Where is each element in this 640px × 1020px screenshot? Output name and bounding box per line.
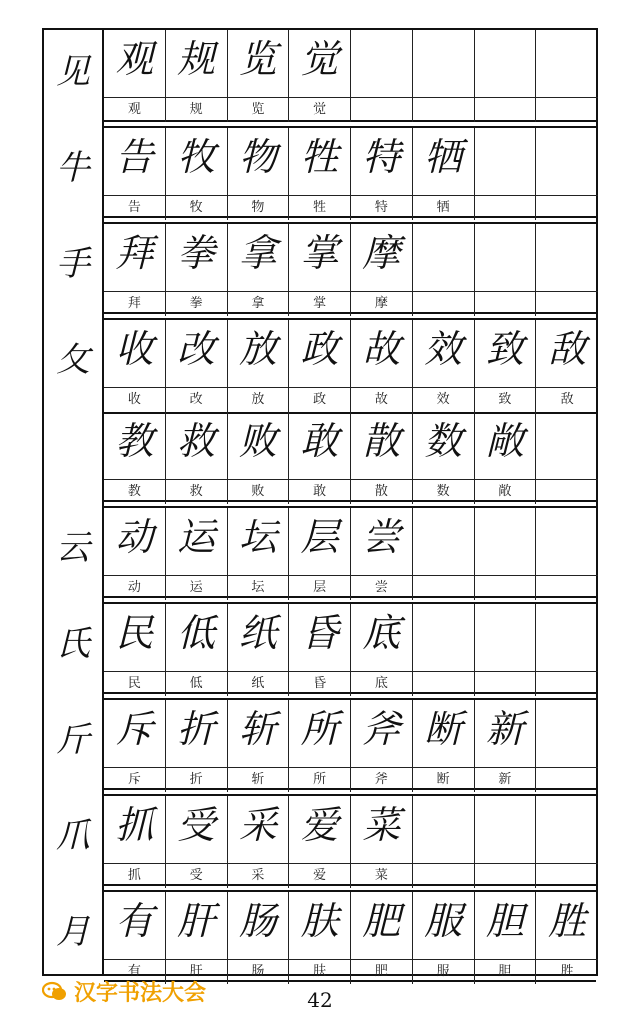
printed-character-label: 胆 <box>475 959 536 984</box>
radical-label: 攵 <box>56 340 90 380</box>
handwritten-character: 尝 <box>362 515 401 559</box>
character-cell <box>289 30 351 122</box>
handwritten-character: 斥 <box>115 707 154 751</box>
handwritten-character: 层 <box>300 515 339 559</box>
printed-character-label: 肥 <box>351 959 412 984</box>
printed-character-label: 敢 <box>289 479 350 504</box>
printed-character-label: 救 <box>166 479 227 504</box>
character-cell <box>289 700 351 792</box>
character-cell <box>413 700 475 792</box>
handwritten-character: 牧 <box>177 135 216 179</box>
radical-label: 斤 <box>56 720 90 760</box>
radical-group <box>104 222 596 314</box>
character-cell <box>413 224 475 316</box>
character-cell <box>289 604 351 696</box>
character-cell <box>475 128 537 220</box>
character-cell <box>536 796 598 888</box>
character-cell <box>351 128 413 220</box>
handwritten-character: 肝 <box>177 899 216 943</box>
character-cell <box>289 796 351 888</box>
printed-character-label: 肤 <box>289 959 350 984</box>
printed-character-label: 抓 <box>104 863 165 888</box>
printed-character-label: 故 <box>351 387 412 412</box>
printed-character-label <box>536 767 598 792</box>
printed-character-label: 菜 <box>351 863 412 888</box>
character-cell <box>228 796 290 888</box>
character-cell <box>104 412 166 504</box>
character-cell <box>228 412 290 504</box>
printed-character-label: 败 <box>228 479 289 504</box>
character-row <box>104 508 596 600</box>
printed-character-label: 拳 <box>166 291 227 316</box>
printed-character-label <box>413 291 474 316</box>
character-cell <box>228 128 290 220</box>
radical-label: 见 <box>56 52 90 92</box>
character-cell <box>104 604 166 696</box>
handwritten-character: 教 <box>115 419 154 463</box>
character-row <box>104 128 596 220</box>
practice-sheet <box>42 28 598 979</box>
handwritten-character: 拜 <box>115 231 154 275</box>
radical-label: 手 <box>56 244 90 284</box>
printed-character-label: 坛 <box>228 575 289 600</box>
handwritten-character: 昏 <box>300 611 339 655</box>
printed-character-label: 所 <box>289 767 350 792</box>
character-cell <box>166 128 228 220</box>
printed-character-label <box>475 97 536 122</box>
printed-character-label <box>351 97 412 122</box>
printed-character-label: 拜 <box>104 291 165 316</box>
handwritten-character: 新 <box>485 707 524 751</box>
printed-character-label <box>475 195 536 220</box>
character-cell <box>228 320 290 412</box>
character-cell <box>536 320 598 412</box>
handwritten-character: 物 <box>238 135 277 179</box>
character-cell <box>289 508 351 600</box>
character-cell <box>413 412 475 504</box>
radical-label: 云 <box>56 528 90 568</box>
character-cell <box>228 604 290 696</box>
handwritten-character: 告 <box>115 135 154 179</box>
handwritten-character: 牺 <box>424 135 463 179</box>
character-cell <box>536 892 598 984</box>
printed-character-label: 散 <box>351 479 412 504</box>
character-cell <box>475 796 537 888</box>
printed-character-label: 低 <box>166 671 227 696</box>
printed-character-label: 牧 <box>166 195 227 220</box>
printed-character-label: 教 <box>104 479 165 504</box>
printed-character-label: 动 <box>104 575 165 600</box>
character-cell <box>104 796 166 888</box>
handwritten-character: 敞 <box>485 419 524 463</box>
character-cell <box>289 892 351 984</box>
radical-group <box>104 506 596 598</box>
character-cell <box>536 128 598 220</box>
printed-character-label <box>536 863 598 888</box>
character-cell <box>413 892 475 984</box>
printed-character-label <box>475 575 536 600</box>
character-cell <box>166 30 228 122</box>
printed-character-label <box>536 575 598 600</box>
handwritten-character: 改 <box>177 327 216 371</box>
handwritten-character: 收 <box>115 327 154 371</box>
printed-character-label <box>475 863 536 888</box>
handwritten-character: 运 <box>177 515 216 559</box>
printed-character-label <box>475 671 536 696</box>
radical-group <box>104 890 596 982</box>
handwritten-character: 肠 <box>238 899 277 943</box>
handwritten-character: 敢 <box>300 419 339 463</box>
handwritten-character: 肥 <box>362 899 401 943</box>
character-cell <box>536 700 598 792</box>
handwritten-character: 纸 <box>238 611 277 655</box>
character-cell <box>166 224 228 316</box>
printed-character-label <box>536 479 598 504</box>
printed-character-label <box>536 291 598 316</box>
printed-character-label: 牲 <box>289 195 350 220</box>
handwritten-character: 特 <box>362 135 401 179</box>
printed-character-label: 肠 <box>228 959 289 984</box>
printed-character-label <box>413 863 474 888</box>
radical-label: 氏 <box>56 624 90 664</box>
character-cell <box>104 224 166 316</box>
character-cell <box>413 30 475 122</box>
handwritten-character: 拳 <box>177 231 216 275</box>
printed-character-label: 觉 <box>289 97 350 122</box>
character-cell <box>351 508 413 600</box>
handwritten-character: 散 <box>362 419 401 463</box>
character-cell <box>475 700 537 792</box>
character-cell <box>351 224 413 316</box>
character-cell <box>228 224 290 316</box>
character-cell <box>228 700 290 792</box>
radical-label: 爪 <box>56 816 90 856</box>
radical-column <box>44 30 104 974</box>
printed-character-label: 效 <box>413 387 474 412</box>
handwritten-character: 动 <box>115 515 154 559</box>
character-cell <box>351 796 413 888</box>
character-cell <box>104 30 166 122</box>
character-cell <box>289 224 351 316</box>
handwritten-character: 数 <box>424 419 463 463</box>
radical-group <box>104 126 596 218</box>
printed-character-label: 肝 <box>166 959 227 984</box>
printed-character-label <box>413 97 474 122</box>
character-cell <box>104 892 166 984</box>
handwritten-character: 肤 <box>300 899 339 943</box>
handwritten-character: 斧 <box>362 707 401 751</box>
handwritten-character: 服 <box>424 899 463 943</box>
radical-label: 牛 <box>56 148 90 188</box>
radical-group <box>104 318 596 502</box>
character-row <box>104 700 596 792</box>
character-cell <box>104 508 166 600</box>
radical-group <box>104 698 596 790</box>
character-cell <box>228 508 290 600</box>
printed-character-label: 受 <box>166 863 227 888</box>
printed-character-label: 爱 <box>289 863 350 888</box>
character-cell <box>228 30 290 122</box>
printed-character-label: 敌 <box>536 387 598 412</box>
character-cell <box>351 604 413 696</box>
printed-character-label: 折 <box>166 767 227 792</box>
radical-label: 月 <box>56 912 90 952</box>
printed-character-label: 胜 <box>536 959 598 984</box>
character-row <box>104 892 596 984</box>
character-cell <box>475 604 537 696</box>
character-cell <box>166 604 228 696</box>
handwritten-character: 斩 <box>238 707 277 751</box>
printed-character-label: 致 <box>475 387 536 412</box>
handwritten-character: 规 <box>177 37 216 81</box>
printed-character-label: 摩 <box>351 291 412 316</box>
printed-character-label: 采 <box>228 863 289 888</box>
handwritten-character: 断 <box>424 707 463 751</box>
printed-character-label <box>536 97 598 122</box>
printed-character-label: 斩 <box>228 767 289 792</box>
character-cell <box>475 224 537 316</box>
character-row <box>104 412 596 504</box>
handwritten-character: 菜 <box>362 803 401 847</box>
printed-character-label: 观 <box>104 97 165 122</box>
character-cell <box>413 128 475 220</box>
printed-character-label: 民 <box>104 671 165 696</box>
character-cell <box>166 796 228 888</box>
printed-character-label: 新 <box>475 767 536 792</box>
handwritten-character: 拿 <box>238 231 277 275</box>
handwritten-character: 敌 <box>548 327 587 371</box>
handwritten-character: 观 <box>115 37 154 81</box>
radical-group <box>104 794 596 886</box>
printed-character-label: 掌 <box>289 291 350 316</box>
printed-character-label: 物 <box>228 195 289 220</box>
printed-character-label: 纸 <box>228 671 289 696</box>
printed-character-label <box>536 671 598 696</box>
handwritten-character: 胜 <box>548 899 587 943</box>
character-cell <box>351 30 413 122</box>
handwritten-character: 败 <box>238 419 277 463</box>
character-cell <box>351 320 413 412</box>
character-cell <box>228 892 290 984</box>
character-cell <box>289 412 351 504</box>
character-row <box>104 320 596 412</box>
printed-character-label: 敞 <box>475 479 536 504</box>
handwritten-character: 抓 <box>115 803 154 847</box>
character-cell <box>536 224 598 316</box>
page-number: 42 <box>307 988 333 1012</box>
handwritten-character: 放 <box>238 327 277 371</box>
character-cell <box>413 508 475 600</box>
radical-group <box>104 602 596 694</box>
character-cell <box>413 604 475 696</box>
printed-character-label: 斥 <box>104 767 165 792</box>
printed-character-label: 斧 <box>351 767 412 792</box>
character-cell <box>104 700 166 792</box>
printed-character-label: 昏 <box>289 671 350 696</box>
printed-character-label: 览 <box>228 97 289 122</box>
character-cell <box>166 700 228 792</box>
character-cell <box>536 508 598 600</box>
printed-character-label: 数 <box>413 479 474 504</box>
character-row <box>104 224 596 316</box>
printed-character-label: 运 <box>166 575 227 600</box>
printed-character-label: 特 <box>351 195 412 220</box>
printed-character-label <box>536 195 598 220</box>
character-cell <box>351 700 413 792</box>
character-cell <box>536 604 598 696</box>
character-cell <box>413 320 475 412</box>
character-cell <box>413 796 475 888</box>
handwritten-character: 所 <box>300 707 339 751</box>
character-cell <box>166 320 228 412</box>
handwritten-character: 胆 <box>485 899 524 943</box>
character-cell <box>475 508 537 600</box>
character-cell <box>104 128 166 220</box>
character-cell <box>166 892 228 984</box>
handwritten-character: 坛 <box>238 515 277 559</box>
character-cell <box>166 508 228 600</box>
handwritten-character: 爱 <box>300 803 339 847</box>
handwritten-character: 受 <box>177 803 216 847</box>
character-cell <box>475 892 537 984</box>
handwritten-character: 故 <box>362 327 401 371</box>
character-row <box>104 30 596 122</box>
printed-character-label: 放 <box>228 387 289 412</box>
character-cell <box>475 320 537 412</box>
printed-character-label: 政 <box>289 387 350 412</box>
handwritten-character: 览 <box>238 37 277 81</box>
handwritten-character: 效 <box>424 327 463 371</box>
handwritten-character: 民 <box>115 611 154 655</box>
character-cell <box>475 412 537 504</box>
printed-character-label: 底 <box>351 671 412 696</box>
printed-character-label: 改 <box>166 387 227 412</box>
printed-character-label: 服 <box>413 959 474 984</box>
character-cell <box>351 412 413 504</box>
printed-character-label: 收 <box>104 387 165 412</box>
printed-character-label <box>413 575 474 600</box>
handwritten-character: 政 <box>300 327 339 371</box>
character-cell <box>475 30 537 122</box>
handwritten-character: 牲 <box>300 135 339 179</box>
watermark-text: 汉字书法大会 <box>74 981 207 1006</box>
character-row <box>104 604 596 696</box>
printed-character-label: 断 <box>413 767 474 792</box>
handwritten-character: 救 <box>177 419 216 463</box>
handwritten-character: 掌 <box>300 231 339 275</box>
handwritten-character: 觉 <box>300 37 339 81</box>
character-cell <box>351 892 413 984</box>
character-cell <box>289 128 351 220</box>
handwritten-character: 采 <box>238 803 277 847</box>
printed-character-label: 尝 <box>351 575 412 600</box>
printed-character-label: 牺 <box>413 195 474 220</box>
character-row <box>104 796 596 888</box>
character-cell <box>536 412 598 504</box>
printed-character-label <box>413 671 474 696</box>
character-cell <box>104 320 166 412</box>
handwritten-character: 致 <box>485 327 524 371</box>
handwritten-character: 摩 <box>362 231 401 275</box>
handwritten-character: 低 <box>177 611 216 655</box>
printed-character-label: 告 <box>104 195 165 220</box>
character-cell <box>536 30 598 122</box>
character-cell <box>289 320 351 412</box>
handwritten-character: 折 <box>177 707 216 751</box>
printed-character-label: 层 <box>289 575 350 600</box>
handwritten-character: 有 <box>115 899 154 943</box>
radical-group <box>104 30 596 122</box>
printed-character-label: 拿 <box>228 291 289 316</box>
printed-character-label: 有 <box>104 959 165 984</box>
character-cell <box>166 412 228 504</box>
handwritten-character: 底 <box>362 611 401 655</box>
printed-character-label <box>475 291 536 316</box>
printed-character-label: 规 <box>166 97 227 122</box>
